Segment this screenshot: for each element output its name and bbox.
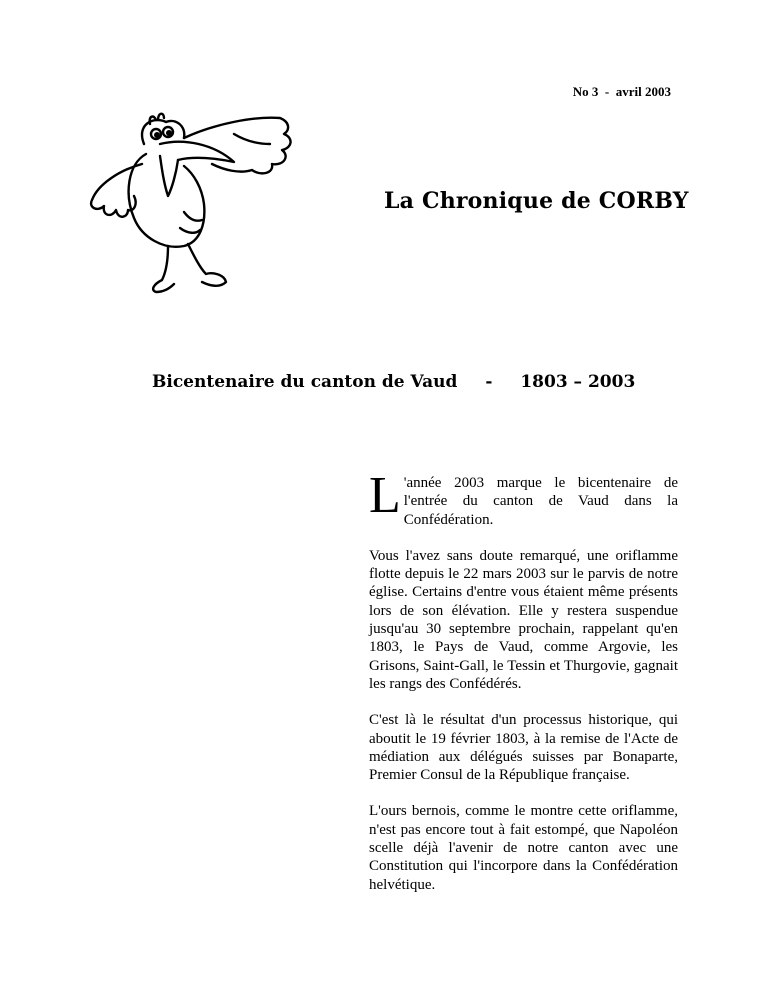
dropcap-letter: L [369, 467, 401, 524]
page-title: La Chronique de CORBY [384, 188, 689, 214]
section-heading [152, 372, 635, 392]
paragraph-3: C'est là le résultat d'un processus historique, qui aboutit le 19 février 1803, à la remise de l'Acte de médiation aux délégués suisses par Bonaparte, Premier Consul de la République française. [369, 712, 678, 784]
heading-years: 1803 – 2003 [520, 372, 636, 392]
paragraph-2: Vous l'avez sans doute remarqué, une oriflamme flotte depuis le 22 mars 2003 sur le parvis de notre église. Certains d'entre vous étaient même présents lors de son élévation. Elle y restera suspendue jusqu'au 30 septembre prochain, rappelant qu'en 1803, le Pays de Vaud, comme Argovie, les Grisons, Saint-Gall, le Tessin et Thurgovie, gagnait les rangs des Confédérés. [369, 547, 678, 692]
article-body [369, 467, 678, 912]
corby-crow-logo [84, 104, 304, 304]
paragraph-4: L'ours bernois, comme le montre cette oriflamme, n'est pas encore tout à fait estompé, que Napoléon scelle déjà l'avenir de notre canton avec une Constitution qui l'incorpore dans la Confédération helvétique. [369, 803, 678, 893]
issue-date: No 3 - avril 2003 [572, 84, 671, 99]
heading-separator: - [485, 372, 493, 392]
paragraph-intro [369, 467, 678, 529]
paragraph-intro-text: 'année 2003 marque le bicentenaire de l'entrée du canton de Vaud dans la Confédération. [403, 475, 678, 528]
heading-text: Bicentenaire du canton de Vaud [152, 372, 458, 392]
